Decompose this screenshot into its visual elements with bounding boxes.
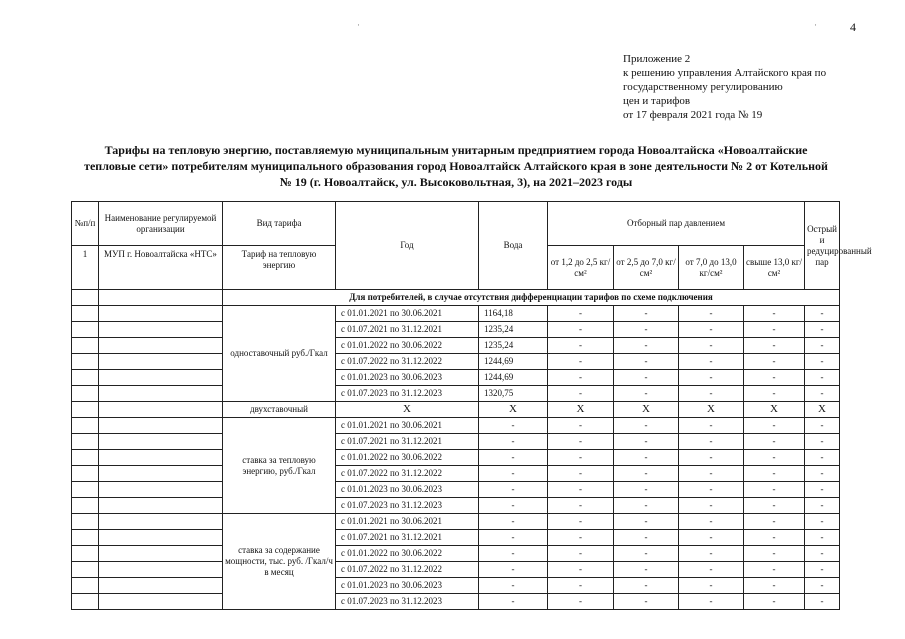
pressure-1-cell: - bbox=[548, 578, 614, 594]
empty-cell bbox=[99, 418, 223, 434]
table-row bbox=[72, 322, 840, 338]
empty-cell bbox=[72, 434, 99, 450]
water-cell: 1164,18 bbox=[479, 306, 548, 322]
table-row bbox=[72, 354, 840, 370]
empty-cell bbox=[72, 546, 99, 562]
empty-cell bbox=[99, 450, 223, 466]
water-cell: 1244,69 bbox=[479, 370, 548, 386]
header-pressure-1: от 1,2 до 2,5 кг/см² bbox=[548, 246, 614, 290]
sharp-steam-cell: - bbox=[805, 530, 840, 546]
empty-cell bbox=[99, 338, 223, 354]
tariff-group-label: одноставочный руб./Гкал bbox=[223, 306, 336, 402]
water-cell: 1320,75 bbox=[479, 386, 548, 402]
table-row bbox=[72, 466, 840, 482]
empty-cell bbox=[99, 578, 223, 594]
sharp-steam-cell: - bbox=[805, 386, 840, 402]
header-pressure-3: от 7,0 до 13,0 кг/см² bbox=[679, 246, 744, 290]
pressure-1-cell: - bbox=[548, 386, 614, 402]
sharp-steam-cell: X bbox=[805, 402, 840, 418]
water-cell: - bbox=[479, 466, 548, 482]
pressure-3-cell: - bbox=[679, 530, 744, 546]
pressure-2-cell: - bbox=[614, 354, 679, 370]
empty-cell bbox=[72, 482, 99, 498]
period-cell: с 01.07.2022 по 31.12.2022 bbox=[336, 354, 479, 370]
pressure-2-cell: - bbox=[614, 482, 679, 498]
sharp-steam-cell: - bbox=[805, 434, 840, 450]
document-title: Тарифы на тепловую энергию, поставляемую муниципальным унитарным предприятием города Новоалтайска «Новоалтайские тепловые сети» потребителям муниципального образования город Новоалтайск Алтайского края в зоне деятельности № 2 от Котельной № 19 (г. Новоалтайск, ул. Высоковольтная, 3), на 2021–2023 годы bbox=[84, 143, 828, 189]
sharp-steam-cell: - bbox=[805, 546, 840, 562]
sharp-steam-cell: - bbox=[805, 322, 840, 338]
pressure-2-cell: - bbox=[614, 498, 679, 514]
pressure-4-cell: - bbox=[744, 466, 805, 482]
scan-speck: · bbox=[814, 20, 817, 30]
period-cell: с 01.01.2023 по 30.06.2023 bbox=[336, 482, 479, 498]
period-cell: с 01.01.2021 по 30.06.2021 bbox=[336, 306, 479, 322]
pressure-3-cell: - bbox=[679, 354, 744, 370]
pressure-1-cell: - bbox=[548, 418, 614, 434]
pressure-1-cell: - bbox=[548, 370, 614, 386]
org-row-num: 1 bbox=[72, 246, 99, 290]
tariff-group-label: ставка за тепловую энергию, руб./Гкал bbox=[223, 418, 336, 514]
empty-cell bbox=[72, 306, 99, 322]
period-cell: с 01.07.2021 по 31.12.2021 bbox=[336, 322, 479, 338]
pressure-4-cell: - bbox=[744, 386, 805, 402]
table-row bbox=[72, 594, 840, 610]
pressure-3-cell: - bbox=[679, 466, 744, 482]
pressure-1-cell: - bbox=[548, 546, 614, 562]
pressure-3-cell: - bbox=[679, 306, 744, 322]
pressure-4-cell: - bbox=[744, 546, 805, 562]
pressure-3-cell: - bbox=[679, 594, 744, 610]
empty-cell bbox=[99, 514, 223, 530]
pressure-2-cell: - bbox=[614, 370, 679, 386]
empty-cell bbox=[72, 578, 99, 594]
empty-cell bbox=[99, 322, 223, 338]
pressure-3-cell: - bbox=[679, 562, 744, 578]
pressure-3-cell: - bbox=[679, 386, 744, 402]
empty-cell bbox=[72, 322, 99, 338]
pressure-3-cell: - bbox=[679, 546, 744, 562]
period-cell: с 01.01.2022 по 30.06.2022 bbox=[336, 546, 479, 562]
empty-cell bbox=[99, 402, 223, 418]
pressure-4-cell: - bbox=[744, 322, 805, 338]
sharp-steam-cell: - bbox=[805, 338, 840, 354]
water-cell: - bbox=[479, 546, 548, 562]
tariff-group-label: ставка за содержание мощности, тыс. руб. /Гкал/ч в месяц bbox=[223, 514, 336, 610]
pressure-1-cell: - bbox=[548, 322, 614, 338]
sharp-steam-cell: - bbox=[805, 306, 840, 322]
empty-cell bbox=[99, 466, 223, 482]
pressure-1-cell: - bbox=[548, 466, 614, 482]
empty-cell bbox=[72, 354, 99, 370]
period-cell: с 01.01.2021 по 30.06.2021 bbox=[336, 418, 479, 434]
empty-cell bbox=[99, 306, 223, 322]
water-cell: - bbox=[479, 594, 548, 610]
empty-cell bbox=[99, 530, 223, 546]
period-cell: с 01.01.2023 по 30.06.2023 bbox=[336, 578, 479, 594]
header-steam-group: Отборный пар давлением bbox=[548, 202, 805, 246]
header-water: Вода bbox=[479, 202, 548, 290]
pressure-4-cell: - bbox=[744, 338, 805, 354]
table-row bbox=[72, 530, 840, 546]
sharp-steam-cell: - bbox=[805, 578, 840, 594]
pressure-2-cell: - bbox=[614, 450, 679, 466]
pressure-1-cell: - bbox=[548, 306, 614, 322]
pressure-1-cell: - bbox=[548, 482, 614, 498]
sharp-steam-cell: - bbox=[805, 354, 840, 370]
table-row bbox=[72, 578, 840, 594]
approval-line: цен и тарифов bbox=[623, 95, 691, 107]
empty-cell bbox=[72, 562, 99, 578]
pressure-1-cell: - bbox=[548, 434, 614, 450]
empty-cell bbox=[72, 594, 99, 610]
table-row bbox=[72, 370, 840, 386]
pressure-2-cell: - bbox=[614, 594, 679, 610]
period-cell: X bbox=[336, 402, 479, 418]
pressure-1-cell: - bbox=[548, 450, 614, 466]
pressure-3-cell: - bbox=[679, 418, 744, 434]
sharp-steam-cell: - bbox=[805, 466, 840, 482]
approval-line: государственному регулированию bbox=[623, 81, 783, 93]
water-cell: 1244,69 bbox=[479, 354, 548, 370]
pressure-2-cell: - bbox=[614, 306, 679, 322]
pressure-1-cell: - bbox=[548, 338, 614, 354]
pressure-4-cell: - bbox=[744, 578, 805, 594]
water-cell: - bbox=[479, 418, 548, 434]
water-cell: - bbox=[479, 482, 548, 498]
pressure-4-cell: - bbox=[744, 370, 805, 386]
pressure-2-cell: - bbox=[614, 546, 679, 562]
pressure-1-cell: - bbox=[548, 498, 614, 514]
pressure-2-cell: X bbox=[614, 402, 679, 418]
table-row bbox=[72, 306, 840, 322]
section-heading: Для потребителей, в случае отсутствия дифференциации тарифов по схеме подключения bbox=[223, 290, 840, 306]
sharp-steam-cell: - bbox=[805, 562, 840, 578]
sharp-steam-cell: - bbox=[805, 418, 840, 434]
empty-cell bbox=[99, 434, 223, 450]
scan-speck: · bbox=[357, 20, 360, 30]
empty-cell bbox=[99, 290, 223, 306]
empty-cell bbox=[72, 466, 99, 482]
period-cell: с 01.01.2022 по 30.06.2022 bbox=[336, 450, 479, 466]
tariff-group-label: двухставочный bbox=[223, 402, 336, 418]
header-sharp-steam: Острый и редуцированный пар bbox=[805, 202, 840, 290]
table-row bbox=[72, 482, 840, 498]
pressure-1-cell: - bbox=[548, 354, 614, 370]
table-row bbox=[72, 434, 840, 450]
header-pressure-4: свыше 13,0 кг/см² bbox=[744, 246, 805, 290]
period-cell: с 01.01.2023 по 30.06.2023 bbox=[336, 370, 479, 386]
table-row bbox=[72, 498, 840, 514]
table-row bbox=[72, 562, 840, 578]
empty-cell bbox=[99, 354, 223, 370]
org-tariff: Тариф на тепловую энергию bbox=[223, 246, 336, 290]
pressure-2-cell: - bbox=[614, 578, 679, 594]
empty-cell bbox=[72, 530, 99, 546]
water-cell: - bbox=[479, 450, 548, 466]
empty-cell bbox=[99, 562, 223, 578]
approval-line: Приложение 2 bbox=[623, 53, 691, 65]
empty-cell bbox=[99, 546, 223, 562]
pressure-3-cell: - bbox=[679, 434, 744, 450]
period-cell: с 01.07.2021 по 31.12.2021 bbox=[336, 530, 479, 546]
pressure-3-cell: - bbox=[679, 338, 744, 354]
pressure-4-cell: - bbox=[744, 562, 805, 578]
empty-cell bbox=[99, 370, 223, 386]
period-cell: с 01.01.2021 по 30.06.2021 bbox=[336, 514, 479, 530]
empty-cell bbox=[72, 402, 99, 418]
pressure-2-cell: - bbox=[614, 562, 679, 578]
empty-cell bbox=[99, 482, 223, 498]
water-cell: - bbox=[479, 562, 548, 578]
pressure-2-cell: - bbox=[614, 418, 679, 434]
water-cell: - bbox=[479, 530, 548, 546]
pressure-4-cell: - bbox=[744, 514, 805, 530]
table-row bbox=[72, 514, 840, 530]
empty-cell bbox=[72, 370, 99, 386]
empty-cell bbox=[99, 386, 223, 402]
water-cell: - bbox=[479, 498, 548, 514]
pressure-4-cell: - bbox=[744, 530, 805, 546]
water-cell: X bbox=[479, 402, 548, 418]
period-cell: с 01.07.2021 по 31.12.2021 bbox=[336, 434, 479, 450]
header-year: Год bbox=[336, 202, 479, 290]
tariff-table-body bbox=[72, 202, 872, 610]
empty-cell bbox=[99, 498, 223, 514]
period-cell: с 01.07.2023 по 31.12.2023 bbox=[336, 498, 479, 514]
pressure-2-cell: - bbox=[614, 514, 679, 530]
empty-cell bbox=[72, 418, 99, 434]
pressure-4-cell: - bbox=[744, 482, 805, 498]
pressure-2-cell: - bbox=[614, 434, 679, 450]
header-tariff-type: Вид тарифа bbox=[223, 202, 336, 246]
sharp-steam-cell: - bbox=[805, 482, 840, 498]
pressure-1-cell: X bbox=[548, 402, 614, 418]
empty-cell bbox=[72, 338, 99, 354]
sharp-steam-cell: - bbox=[805, 450, 840, 466]
pressure-1-cell: - bbox=[548, 594, 614, 610]
pressure-3-cell: - bbox=[679, 482, 744, 498]
sharp-steam-cell: - bbox=[805, 498, 840, 514]
period-cell: с 01.07.2023 по 31.12.2023 bbox=[336, 386, 479, 402]
header-num: №п/п bbox=[72, 202, 99, 246]
section-row bbox=[72, 290, 840, 306]
period-cell: с 01.07.2022 по 31.12.2022 bbox=[336, 466, 479, 482]
approval-block bbox=[623, 52, 826, 122]
pressure-3-cell: - bbox=[679, 322, 744, 338]
pressure-4-cell: - bbox=[744, 498, 805, 514]
empty-cell bbox=[99, 594, 223, 610]
tariff-table bbox=[71, 201, 872, 610]
empty-cell bbox=[72, 450, 99, 466]
empty-cell bbox=[72, 290, 99, 306]
pressure-4-cell: - bbox=[744, 418, 805, 434]
table-row bbox=[72, 338, 840, 354]
sharp-steam-cell: - bbox=[805, 370, 840, 386]
period-cell: с 01.07.2022 по 31.12.2022 bbox=[336, 562, 479, 578]
water-cell: 1235,24 bbox=[479, 338, 548, 354]
table-row bbox=[72, 386, 840, 402]
pressure-3-cell: - bbox=[679, 578, 744, 594]
org-name: МУП г. Новоалтайска «НТС» bbox=[99, 246, 223, 290]
page-number: 4 bbox=[850, 20, 856, 34]
pressure-4-cell: X bbox=[744, 402, 805, 418]
empty-cell bbox=[72, 498, 99, 514]
pressure-4-cell: - bbox=[744, 434, 805, 450]
pressure-4-cell: - bbox=[744, 450, 805, 466]
pressure-1-cell: - bbox=[548, 562, 614, 578]
pressure-2-cell: - bbox=[614, 322, 679, 338]
approval-line: от 17 февраля 2021 года № 19 bbox=[623, 109, 763, 121]
water-cell: - bbox=[479, 578, 548, 594]
period-cell: с 01.07.2023 по 31.12.2023 bbox=[336, 594, 479, 610]
pressure-4-cell: - bbox=[744, 594, 805, 610]
pressure-4-cell: - bbox=[744, 354, 805, 370]
pressure-4-cell: - bbox=[744, 306, 805, 322]
water-cell: - bbox=[479, 514, 548, 530]
sharp-steam-cell: - bbox=[805, 594, 840, 610]
sharp-steam-cell: - bbox=[805, 514, 840, 530]
table-row bbox=[72, 402, 840, 418]
empty-cell bbox=[72, 514, 99, 530]
period-cell: с 01.01.2022 по 30.06.2022 bbox=[336, 338, 479, 354]
pressure-2-cell: - bbox=[614, 466, 679, 482]
table-row bbox=[72, 418, 840, 434]
pressure-2-cell: - bbox=[614, 386, 679, 402]
pressure-3-cell: X bbox=[679, 402, 744, 418]
water-cell: 1235,24 bbox=[479, 322, 548, 338]
header-row bbox=[72, 202, 840, 246]
pressure-3-cell: - bbox=[679, 514, 744, 530]
pressure-3-cell: - bbox=[679, 498, 744, 514]
header-pressure-2: от 2,5 до 7,0 кг/см² bbox=[614, 246, 679, 290]
pressure-3-cell: - bbox=[679, 370, 744, 386]
empty-cell bbox=[72, 386, 99, 402]
header-organization: Наименование регулируемой организации bbox=[99, 202, 223, 246]
pressure-1-cell: - bbox=[548, 530, 614, 546]
water-cell: - bbox=[479, 434, 548, 450]
pressure-2-cell: - bbox=[614, 338, 679, 354]
table-row bbox=[72, 546, 840, 562]
approval-line: к решению управления Алтайского края по bbox=[623, 67, 827, 79]
pressure-1-cell: - bbox=[548, 514, 614, 530]
table-row bbox=[72, 450, 840, 466]
pressure-2-cell: - bbox=[614, 530, 679, 546]
pressure-3-cell: - bbox=[679, 450, 744, 466]
